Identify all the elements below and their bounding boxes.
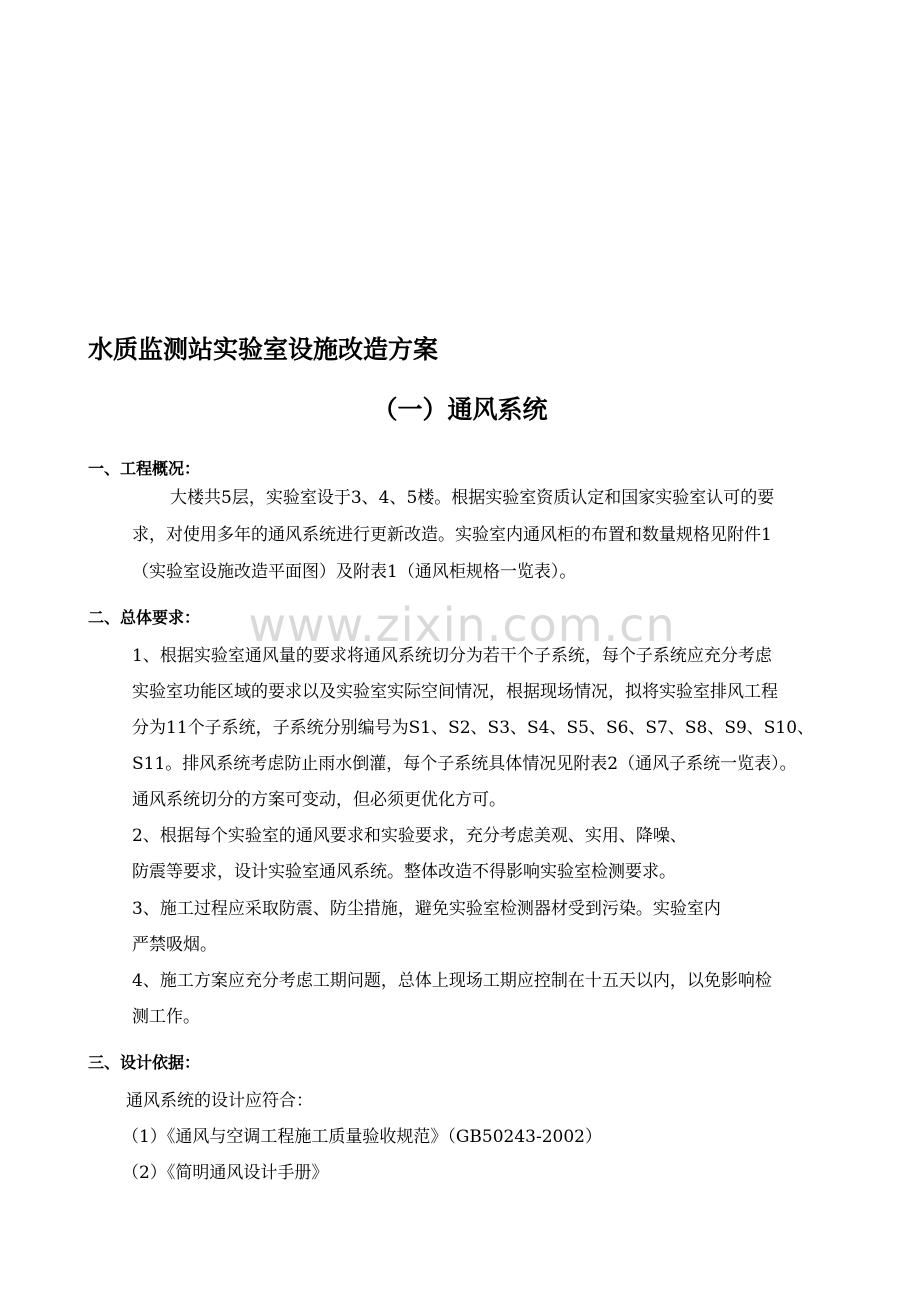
paragraph-line: 测工作。 [132,1007,200,1027]
watermark: www.zixin.com.cn [248,598,676,652]
section-heading-design-basis: 三、设计依据： [88,1053,201,1072]
paragraph-line: 通风系统切分的方案可变动，但必须更优化方可。 [132,790,506,810]
document-title: 水质监测站实验室设施改造方案 [88,335,439,364]
paragraph-line: 2、根据每个实验室的通风要求和实验要求，充分考虑美观、实用、降噪、 [132,826,687,846]
paragraph-line: S11。排风系统考虑防止雨水倒灌，每个子系统具体情况见附表2（通风子系统一览表）。 [132,754,797,774]
paragraph-line: （2）《简明通风设计手册》 [122,1163,329,1183]
paragraph-line: 分为11个子系统，子系统分别编号为S1、S2、S3、S4、S5、S6、S7、S8、S9、S10、 [132,718,815,738]
paragraph-line: 严禁吸烟。 [132,935,217,955]
paragraph-line: 通风系统的设计应符合： [126,1091,313,1111]
paragraph-line: （1）《通风与空调工程施工质量验收规范》（GB50243-2002） [122,1127,602,1147]
paragraph-line: （实验室设施改造平面图）及附表1（通风柜规格一览表）。 [132,562,577,582]
section-title: （一）通风系统 [372,395,548,424]
paragraph-line: 防震等要求，设计实验室通风系统。整体改造不得影响实验室检测要求。 [132,862,676,882]
paragraph-line: 3、施工过程应采取防震、防尘措施，避免实验室检测器材受到污染。实验室内 [132,899,721,919]
section-heading-requirements: 二、总体要求： [88,608,201,627]
paragraph-line: 求，对使用多年的通风系统进行更新改造。实验室内通风柜的布置和数量规格见附件1 [132,525,772,545]
paragraph-line: 4、施工方案应充分考虑工期问题，总体上现场工期应控制在十五天以内，以免影响检 [132,971,772,991]
paragraph-line: 1、根据实验室通风量的要求将通风系统切分为若干个子系统，每个子系统应充分考虑 [132,646,772,666]
section-heading-overview: 一、工程概况： [88,459,201,478]
paragraph-line: 实验室功能区域的要求以及实验室实际空间情况，根据现场情况，拟将实验室排风工程 [132,682,778,702]
paragraph-line: 大楼共5层，实验室设于3、4、5楼。根据实验室资质认定和国家实验室认可的要 [170,488,775,508]
